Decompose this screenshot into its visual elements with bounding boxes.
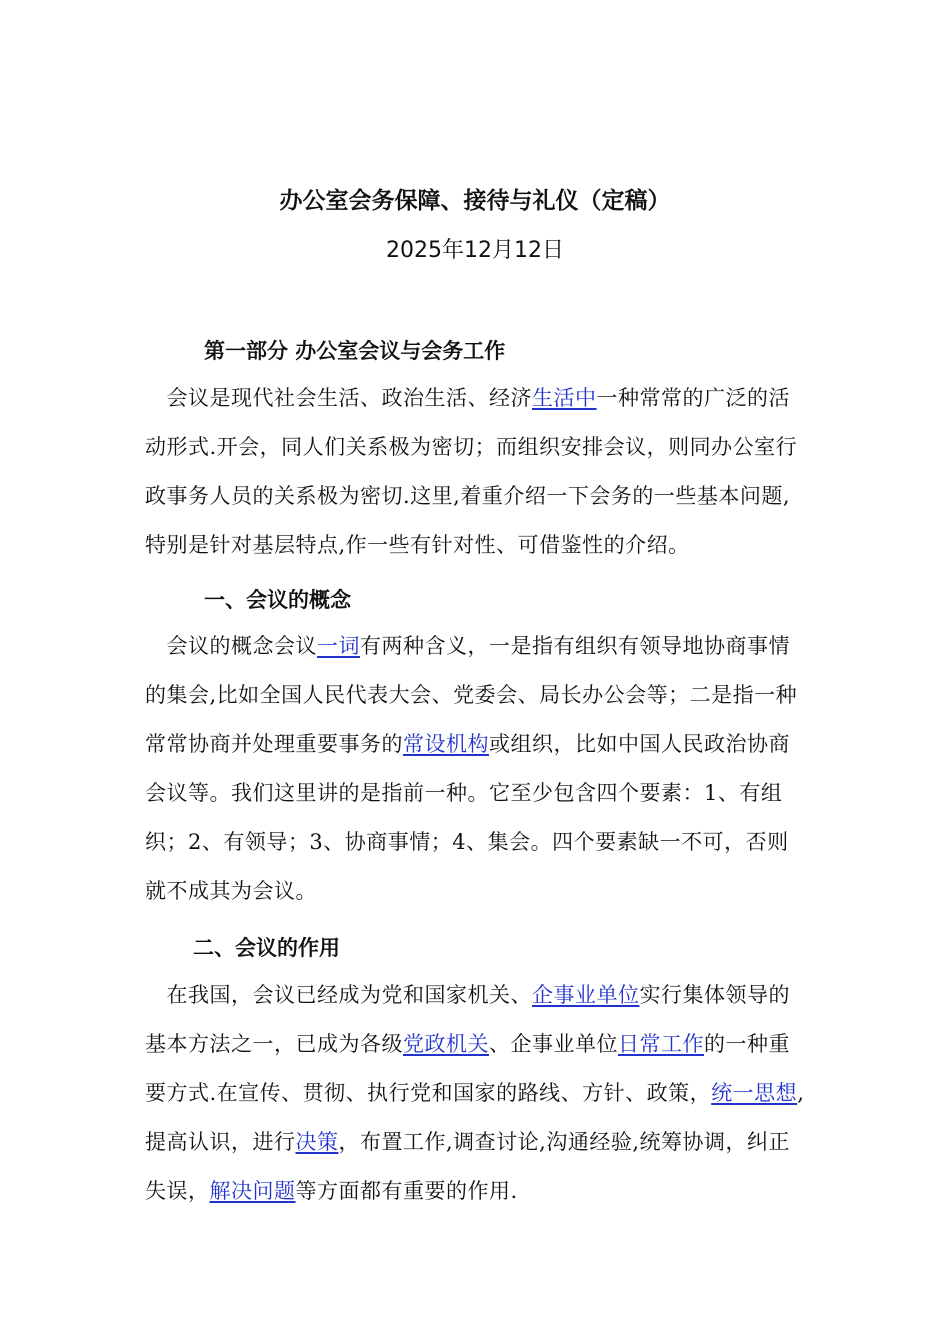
text-run: 一种常常的广泛的活动形式.开会，同人们关系极为密切；而组织安排会议，则同办公室行政事务人员的关系极为密切.这里,着重介绍一下会务的一些基本问题,特别是针对基层特点,作一些有针对性、可借鉴性的介绍。 [145,386,798,557]
section2-paragraph [145,971,805,1216]
section1-paragraph [145,622,805,916]
text-run: 会议的概念会议 [145,634,317,658]
text-run: ，布置工作,调查讨论,沟通经验,统筹协调，纠正失误， [145,1130,791,1203]
link-richanggongzuo[interactable]: 日常工作 [618,1032,704,1056]
text-run: 或组织，比如中国人民政治协商会议等。我们这里讲的是指前一种。它至少包含四个要素：1、有组织；2、有领导；3、协商事情；4、集会。四个要素缺一不可，否则就不成其为会议。 [145,732,790,903]
text-run: 会议是现代社会生活、政治生活、经济 [145,386,532,410]
text-run: ,提高认识，进行 [145,1081,805,1154]
part1-paragraph [145,374,805,570]
link-changshejigou[interactable]: 常设机构 [403,732,489,756]
link-juece[interactable]: 决策 [295,1130,339,1154]
link-jiejuewenti[interactable]: 解决问题 [209,1179,296,1203]
link-dangzhengjiguan[interactable]: 党政机关 [403,1032,489,1056]
text-run: 实行集体领导的基本方法之一，已成为各级 [145,983,790,1056]
text-run: 在我国，会议已经成为党和国家机关、 [145,983,532,1007]
part1-heading: 第一部分 办公室会议与会务工作 [204,339,506,363]
document-title: 办公室会务保障、接待与礼仪（定稿） [279,188,671,214]
text-run: 的一种重要方式.在宣传、贯彻、执行党和国家的路线、方针、政策， [145,1032,790,1105]
link-qishiyedanwei[interactable]: 企事业单位 [532,983,640,1007]
text-run: 等方面都有重要的作用. [295,1179,518,1203]
document-date: 2025年12月12日 [386,238,564,263]
section1-heading: 一、会议的概念 [204,588,351,612]
section2-heading: 二、会议的作用 [193,936,340,960]
link-tongyisixiang[interactable]: 统一思想 [711,1081,798,1105]
link-shenghuozhong[interactable]: 生活中 [532,386,597,410]
text-run: 、企事业单位 [489,1032,618,1056]
text-run: 有两种含义，一是指有组织有领导地协商事情的集会,比如全国人民代表大会、党委会、局长办公会等；二是指一种常常协商并处理重要事务的 [145,634,798,756]
link-yici[interactable]: 一词 [317,634,360,658]
